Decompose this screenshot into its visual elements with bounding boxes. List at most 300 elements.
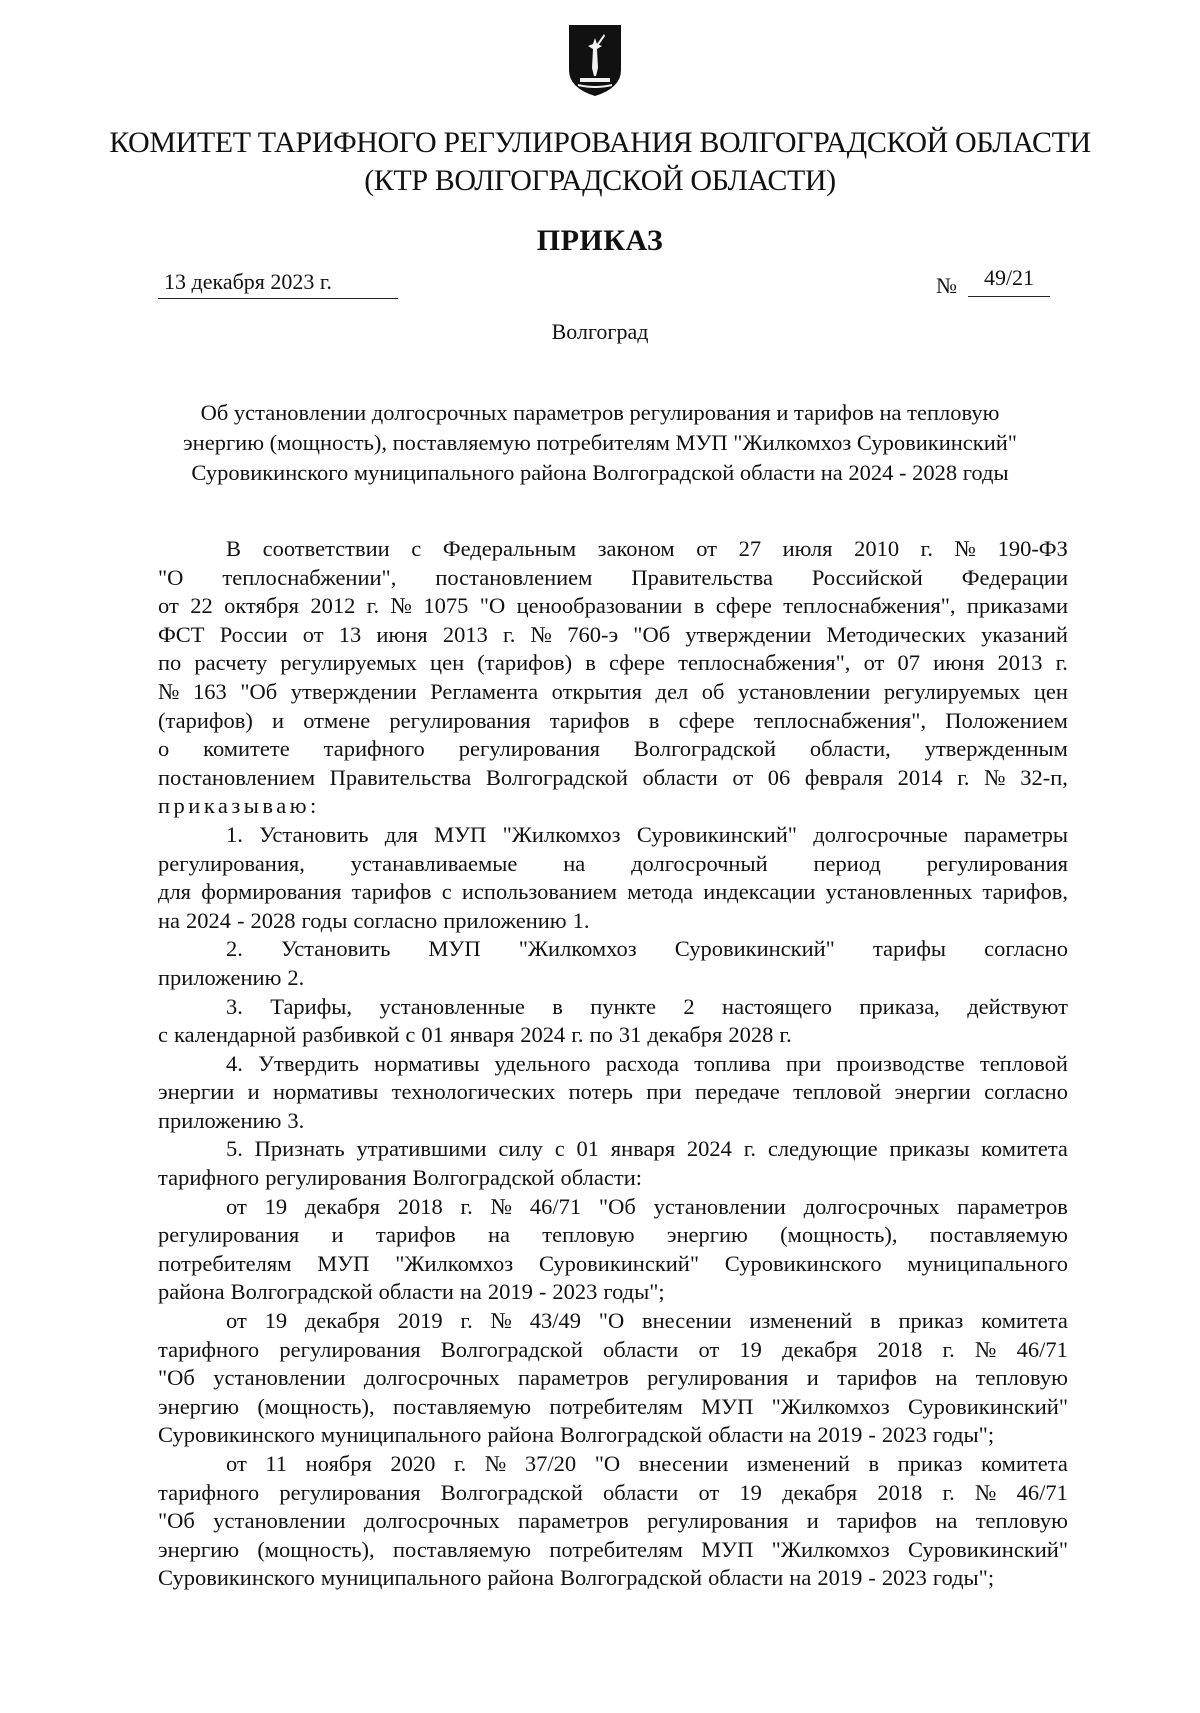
body-word: 2019 (817, 1422, 863, 1448)
body-line (158, 1107, 1068, 1136)
body-word: "Жилкомхоз (518, 936, 637, 962)
body-word: 163 (193, 678, 227, 704)
body-word: и (271, 707, 285, 733)
body-word: силу (498, 1136, 543, 1162)
body-word: на (789, 1565, 812, 1591)
body-word: 2019 (397, 1308, 443, 1334)
body-word: 19 (264, 1308, 288, 1334)
body-word: установленных (825, 879, 973, 905)
body-word: передаче (694, 1079, 780, 1105)
body-word: на (563, 850, 586, 876)
body-line (158, 1278, 1068, 1307)
body-word: 1. (572, 907, 590, 933)
body-word: комитете (203, 736, 290, 762)
body-word: дел (655, 678, 689, 704)
body-word: нормативы (272, 1079, 379, 1105)
body-word: регулирования (279, 1336, 421, 1362)
body-word: тарифов (375, 1222, 456, 1248)
body-word: годы"; (932, 1422, 995, 1448)
body-line (158, 535, 1068, 564)
body-word: регулируемых (280, 650, 417, 676)
body-word: 2023 (881, 1565, 927, 1591)
subject-line: Об установлении долгосрочных параметров регулирования и тарифов на тепловую (200, 400, 1000, 425)
body-word: на (459, 1279, 482, 1305)
document-type: ПРИКАЗ (536, 224, 664, 257)
body-word: 1075 (423, 593, 469, 619)
body-word: долгосрочных (363, 1508, 500, 1534)
body-word: согласно (984, 1079, 1068, 1105)
body-line (158, 1221, 1068, 1250)
body-word: Признать (254, 1136, 345, 1162)
body-word: (мощность), (257, 1393, 375, 1419)
body-word: постановлением (158, 764, 316, 790)
body-word: - (868, 1422, 876, 1448)
body-word: области, (809, 736, 891, 762)
body-word: потерь (568, 1079, 633, 1105)
body-word: 1. (226, 821, 243, 847)
body-word: тепловую (975, 1365, 1068, 1391)
body-word: Тарифы, (270, 993, 353, 1019)
body-word: Суровикинского (158, 1422, 315, 1448)
body-word: утратившими (356, 1136, 487, 1162)
body-word: соответствии (262, 536, 390, 561)
body-word: регулирования (926, 850, 1068, 876)
body-word: "Об (158, 1508, 195, 1534)
body-word: в (868, 1451, 880, 1476)
body-word: расчету (194, 650, 268, 676)
body-word: (мощность), (257, 1536, 375, 1562)
body-word: 46/71 (1016, 1479, 1068, 1505)
body-word: параметров (518, 1365, 629, 1391)
body-word: области: (560, 1165, 642, 1191)
body-word: приказы (889, 1136, 970, 1162)
body-word: по (589, 1022, 613, 1048)
body-line (158, 1307, 1068, 1336)
body-word: "Жилкомхоз (395, 1250, 514, 1276)
body-word: пункте (590, 993, 657, 1019)
body-word: Суровикинский" (674, 936, 835, 962)
body-word: комитета (981, 1136, 1068, 1162)
body-word: "О (594, 1451, 621, 1476)
body-line (158, 1250, 1068, 1279)
body-word: (тарифов) (158, 707, 253, 733)
body-word: 19 (739, 1479, 762, 1505)
body-word: по (158, 650, 182, 676)
body-word: В (226, 536, 242, 561)
body-word: на (789, 1422, 812, 1448)
body-word: приложению (443, 907, 567, 933)
body-word: тарифного (158, 1336, 260, 1362)
body-word: января (449, 1022, 515, 1048)
body-word: России (219, 621, 288, 647)
body-word: Российской (811, 564, 923, 590)
body-word: 2024 (186, 907, 232, 933)
body-word: установлении (213, 1365, 346, 1391)
body-line (158, 1078, 1068, 1107)
body-word: для (158, 879, 192, 905)
body-word: - (237, 907, 245, 933)
body-word: района (487, 1565, 554, 1591)
body-word: МУП (428, 936, 481, 962)
body-word: приложению (158, 964, 282, 990)
body-line (158, 792, 1068, 821)
body-word: 2014 (897, 764, 943, 790)
body-word: теплоснабжении", (222, 564, 397, 590)
body-word: приказываю: (158, 793, 320, 819)
body-word: долгосрочных (363, 1365, 500, 1391)
body-word: регулируемых (883, 678, 1021, 704)
body-word: Волгоградской (485, 764, 628, 790)
body-word: на (935, 1508, 958, 1534)
body-line (158, 1564, 1068, 1593)
body-word: декабря (647, 1022, 723, 1048)
body-line (158, 878, 1068, 907)
body-word: годы"; (932, 1565, 995, 1591)
body-word: ФСТ (158, 621, 205, 647)
body-word: теплоснабжения", (678, 650, 851, 676)
body-word: г. (957, 764, 970, 790)
body-word: внесении (641, 1308, 732, 1334)
body-word: 3. (287, 1107, 305, 1133)
body-word: энергии (894, 1079, 971, 1105)
body-word: на (487, 1222, 511, 1248)
body-word: с (158, 1022, 168, 1048)
body-word: период (813, 850, 881, 876)
body-word: Суровикинский" (907, 1536, 1068, 1562)
body-word: района (158, 1279, 225, 1305)
body-word: теплоснабжения", (753, 707, 927, 733)
body-word: энергию (666, 1222, 748, 1248)
body-word: 46/71 (529, 1193, 582, 1219)
organization-name: КОМИТЕТ ТАРИФНОГО РЕГУЛИРОВАНИЯ ВОЛГОГРАДСКОЙ ОБЛАСТИ (109, 126, 1091, 159)
body-word: г. (453, 1451, 467, 1476)
body-word: МУП (701, 1536, 754, 1562)
body-word: 2024 (686, 1136, 732, 1162)
body-word: на (935, 1365, 958, 1391)
body-word: Правительства (329, 764, 472, 790)
body-word: района (487, 1422, 554, 1448)
body-word: параметры (963, 821, 1068, 847)
body-word: устанавливаемые (350, 850, 518, 876)
body-word: тепловую (975, 1508, 1068, 1534)
body-word: нормативы (374, 1050, 480, 1076)
body-word: 2018 (877, 1336, 923, 1362)
body-word: Волгоградской (559, 1565, 703, 1591)
body-line (158, 1364, 1068, 1393)
body-line (158, 907, 1068, 936)
body-word: Методических (826, 621, 966, 647)
body-word: потребителям (549, 1536, 683, 1562)
body-word: № (984, 764, 1006, 790)
body-word: от (698, 1336, 720, 1362)
body-word: утверждении (290, 678, 417, 704)
body-word: тарифного (158, 1479, 260, 1505)
body-word: 3. (226, 993, 243, 1019)
body-word: от (732, 764, 754, 790)
body-word: тепловую (542, 1222, 635, 1248)
body-word: "О (598, 1308, 625, 1334)
body-word: 01 (421, 1022, 444, 1048)
body-word: 2018 (877, 1479, 923, 1505)
body-word: поставляемую (392, 1393, 532, 1419)
body-word: области (708, 1422, 784, 1448)
body-word: Федерации (961, 564, 1068, 590)
body-word: годы (301, 907, 348, 933)
body-word: тарифы (872, 936, 947, 962)
body-word: 4. (226, 1050, 243, 1076)
body-word: от (698, 1479, 720, 1505)
body-word: Положением (945, 707, 1068, 733)
body-word: при (646, 1079, 682, 1105)
body-word: 2018 (397, 1193, 443, 1219)
body-word: об (701, 678, 725, 704)
body-word: МУП (434, 821, 487, 847)
body-word: 07 (897, 650, 920, 676)
body-word: регулирования (458, 736, 600, 762)
body-word: 13 (338, 621, 362, 647)
body-word: производстве (836, 1050, 965, 1076)
body-word: регулирования (647, 1508, 789, 1534)
body-word: тарифного (323, 736, 425, 762)
body-word: декабря (304, 1308, 380, 1334)
body-line (158, 821, 1068, 850)
order-number: 49/21 (968, 264, 1050, 297)
body-word: 760-э (567, 621, 619, 647)
body-word: Установить (259, 821, 369, 847)
body-word: Волгоградской (440, 1336, 583, 1362)
body-line (158, 1479, 1068, 1508)
body-line (158, 1450, 1068, 1479)
body-line (158, 678, 1068, 707)
body-line (158, 764, 1068, 793)
body-word: области (642, 764, 718, 790)
body-word: г. (942, 1336, 955, 1362)
body-word: потребителям (158, 1250, 292, 1276)
body-word: установлении (653, 1193, 786, 1219)
body-word: Волгоградской (412, 1165, 555, 1191)
body-word: № (530, 621, 553, 647)
body-word: № (390, 593, 412, 619)
body-word: установленные (379, 993, 525, 1019)
body-word: в (870, 1308, 881, 1334)
body-word: области (603, 1479, 679, 1505)
body-word: МУП (317, 1250, 370, 1276)
body-word: установлении (737, 678, 871, 704)
body-word: приказ (898, 1308, 964, 1334)
body-word: 2. (287, 964, 305, 990)
body-word: регулирования (389, 707, 531, 733)
body-word: цен (1033, 678, 1068, 704)
body-word: г. (942, 1479, 955, 1505)
body-word: № (490, 1308, 512, 1334)
body-word: указаний (981, 621, 1068, 647)
body-word: регулирования (647, 1365, 789, 1391)
body-word: и (806, 1508, 819, 1534)
body-word: изменений (749, 1308, 853, 1334)
body-word: "Жилкомхоз (502, 821, 621, 847)
body-word: области (603, 1336, 679, 1362)
body-word: муниципального (907, 1250, 1068, 1276)
body-word: энергию (158, 1536, 240, 1562)
body-word: разбивкой (302, 1022, 400, 1048)
body-word: 190-ФЗ (997, 536, 1068, 561)
coat-of-arms-icon (566, 22, 624, 98)
body-word: декабря (782, 1336, 858, 1362)
body-word: 2028 (728, 1022, 774, 1048)
body-word: № (490, 1193, 513, 1219)
body-word: от (226, 1451, 247, 1476)
subject-line: Суровикинского муниципального района Волгоградской области на 2024 - 2028 годы (191, 460, 1009, 485)
body-word: действуют (967, 993, 1068, 1019)
body-word: Утвердить (258, 1050, 359, 1076)
body-word: "Об (158, 1365, 195, 1391)
body-word: тарифного (158, 1165, 260, 1191)
body-word: (мощность), (780, 1222, 898, 1248)
body-word: Суровикинского (158, 1565, 315, 1591)
body-word: июня (933, 650, 985, 676)
body-word: Волгоградской (633, 736, 776, 762)
body-word: 01 (576, 1136, 599, 1162)
body-word: "О (479, 593, 506, 619)
body-word: Суровикинский" (907, 1393, 1068, 1419)
body-word: 5. (226, 1136, 243, 1162)
body-line (158, 850, 1068, 879)
body-word: с (411, 536, 422, 561)
body-word: годы"; (603, 1279, 665, 1305)
order-body (158, 535, 1068, 1593)
body-word: тарифов (351, 879, 432, 905)
body-word: с (405, 1022, 416, 1048)
body-word: использованием (461, 879, 618, 905)
body-word: в (693, 593, 705, 619)
body-word: "О (158, 564, 184, 590)
body-word: долгосрочных (803, 1193, 940, 1219)
body-word: 46/71 (1016, 1336, 1068, 1362)
body-word: "Об (598, 1193, 636, 1219)
body-word: (тарифов) (477, 650, 573, 676)
body-word: календарной (174, 1022, 297, 1048)
body-word: комитета (981, 1451, 1068, 1476)
body-word: от (302, 621, 324, 647)
body-word: Волгоградской (559, 1422, 703, 1448)
body-word: июня (376, 621, 428, 647)
body-line (158, 1193, 1068, 1222)
body-word: г. (366, 593, 380, 619)
body-word: "Об (633, 621, 671, 647)
body-line (158, 564, 1068, 593)
body-word: 2023 (881, 1422, 927, 1448)
body-word: декабря (304, 1193, 380, 1219)
body-line (158, 993, 1068, 1022)
body-word: 27 (738, 536, 762, 561)
body-word: 2013 (442, 621, 488, 647)
body-word: метода (627, 879, 694, 905)
body-word: расхода (605, 1050, 680, 1076)
body-word: июля (782, 536, 833, 561)
body-word: г. (460, 1193, 473, 1219)
body-word: с (441, 879, 452, 905)
body-word: сфере (715, 593, 772, 619)
body-word: 2013 (997, 650, 1043, 676)
body-word: Установить (280, 936, 391, 962)
body-word: цен (430, 650, 465, 676)
body-word: теплоснабжения", (783, 593, 956, 619)
body-word: 2023 (552, 1279, 598, 1305)
body-word: Суровикинский" (538, 1250, 700, 1276)
body-line (158, 1050, 1068, 1079)
body-word: февраля (804, 764, 884, 790)
body-word: декабря (782, 1479, 858, 1505)
body-word: 2. (226, 936, 243, 962)
body-word: Федеральным (442, 536, 577, 561)
body-word: № (974, 1336, 997, 1362)
body-word: сфере (678, 707, 735, 733)
body-word: 2010 (854, 536, 900, 561)
body-word: 2024 (520, 1022, 566, 1048)
body-word: ценообразовании (516, 593, 683, 619)
body-line (158, 649, 1068, 678)
body-line (158, 1021, 1068, 1050)
body-word: 43/49 (529, 1308, 582, 1334)
body-word: ноября (305, 1451, 372, 1476)
body-word: приложению (158, 1107, 282, 1133)
body-word: долгосрочный (631, 850, 768, 876)
body-word: г. (460, 1308, 473, 1334)
body-word: отмене (303, 707, 371, 733)
body-word: тепловой (793, 1079, 882, 1105)
body-word: октября (224, 593, 299, 619)
body-word: и (806, 1365, 819, 1391)
body-word: 37/20 (524, 1451, 577, 1476)
body-word: законом (597, 536, 675, 561)
body-word: января (610, 1136, 676, 1162)
subject-line: энергию (мощность), поставляемую потребителям МУП "Жилкомхоз Суровикинский" (183, 430, 1017, 455)
body-word: "Жилкомхоз (771, 1393, 890, 1419)
body-word: 19 (264, 1193, 288, 1219)
body-word: № (484, 1451, 507, 1476)
body-word: при (785, 1050, 822, 1076)
organization-abbreviation: (КТР ВОЛГОГРАДСКОЙ ОБЛАСТИ) (364, 164, 836, 197)
body-word: утвержденным (924, 736, 1068, 762)
body-line (158, 1393, 1068, 1422)
body-word: 06 (767, 764, 791, 790)
body-line (158, 1164, 1068, 1193)
body-word: энергию (158, 1393, 240, 1419)
body-word: тепловой (979, 1050, 1068, 1076)
body-word: Волгоградской (230, 1279, 373, 1305)
body-word: внесении (638, 1451, 729, 1476)
body-word: от (226, 1308, 247, 1334)
body-word: в (585, 650, 596, 676)
body-word: индексации (703, 879, 816, 905)
body-word: 2019 (817, 1565, 863, 1591)
body-word: параметров (957, 1193, 1068, 1219)
body-word: тарифов, (982, 879, 1068, 905)
body-word: поставляемую (392, 1536, 532, 1562)
body-word: о (158, 736, 170, 762)
body-word: постановлением (435, 564, 593, 590)
body-word: согласно (353, 907, 438, 933)
body-word: в (552, 993, 563, 1019)
body-word: "Об (240, 678, 278, 704)
body-word: и (247, 1079, 260, 1105)
body-word: и (331, 1222, 344, 1248)
body-word: установлении (213, 1508, 346, 1534)
body-word: 32-п, (1020, 764, 1068, 790)
body-word: топлива (694, 1050, 771, 1076)
body-word: поставляемую (929, 1222, 1068, 1248)
body-word: комитета (981, 1308, 1068, 1334)
